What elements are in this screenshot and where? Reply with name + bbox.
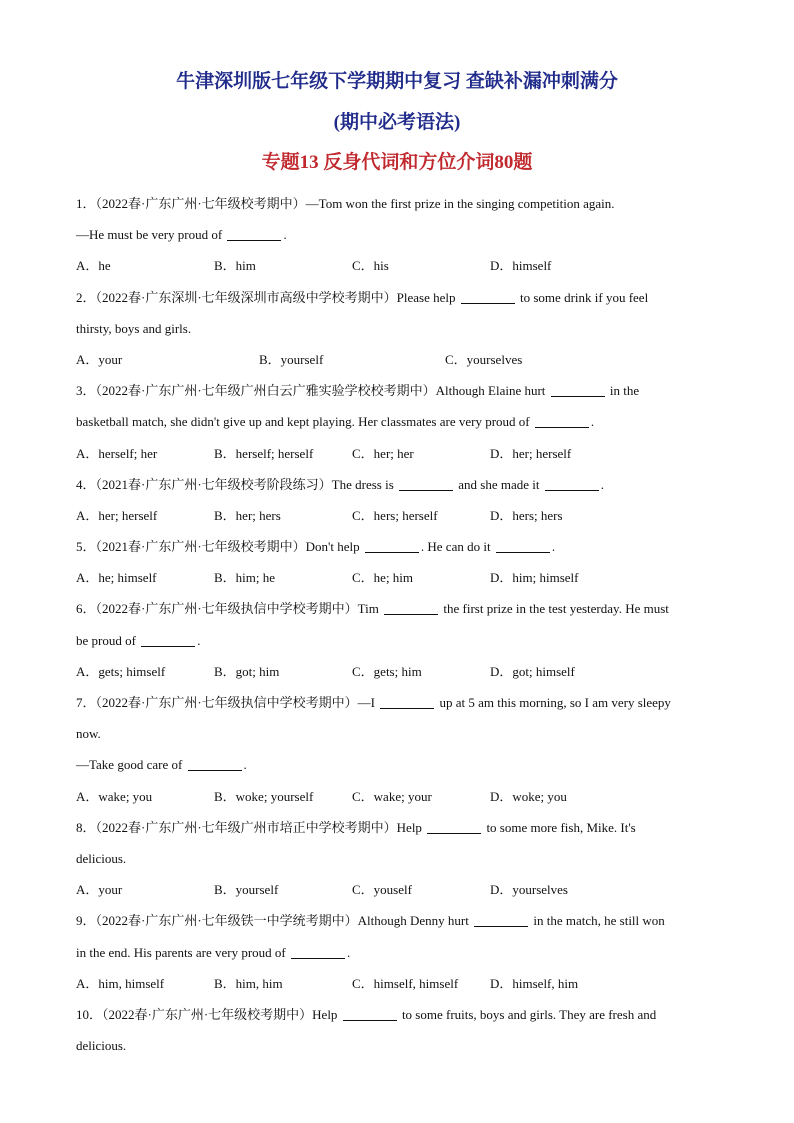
answer-option: B．got; him [214,663,280,679]
question-text-line: 3．（2022春·广东广州·七年级广州白云广雅实验学校校考期中）Although Elaine hurt in the [76,383,640,399]
answer-option: A．herself; her [76,445,158,461]
question-item [76,905,716,999]
question-item [76,469,716,531]
question-item [76,812,716,906]
question-text-line: thirsty, boys and girls. [76,320,192,336]
question-text-line: —He must be very proud of . [76,227,287,243]
options-row [76,250,716,281]
question-item [76,531,716,593]
question-text-line: —Take good care of . [76,757,247,773]
question-item [76,687,716,812]
question-item [76,593,716,687]
topic-heading: 专题13 反身代词和方位介词80题 [261,152,533,173]
answer-option: D．yourselves [490,882,568,898]
question-text-line: 8．（2022春·广东广州·七年级广州市培正中学校考期中）Help to some more fish, Mike. It's [76,819,636,835]
document-title: 牛津深圳版七年级下学期期中复习 查缺补漏冲刺满分 [176,71,618,92]
answer-option: B．woke; yourself [214,788,314,804]
answer-option: A．he; himself [76,570,157,586]
options-row [76,500,716,531]
answer-option: A．he [76,258,111,274]
question-text-line: 6．（2022春·广东广州·七年级执信中学校考期中）Tim the first prize in the test yesterday. He must [76,601,669,617]
answer-blank [427,819,481,834]
question-text-line: 2．（2022春·广东深圳·七年级深圳市高级中学校考期中）Please help to some drink if you feel [76,289,649,305]
answer-blank [496,538,550,553]
answer-blank [461,289,515,304]
question-list [76,188,716,1061]
question-item [76,999,716,1061]
answer-blank [474,912,528,927]
answer-option: B．him [214,258,256,274]
question-item [76,188,716,282]
question-item [76,282,716,376]
options-row [76,656,716,687]
question-text-line: delicious. [76,850,127,866]
answer-option: A．him, himself [76,975,165,991]
answer-option: D．her; herself [490,445,572,461]
answer-blank [343,1006,397,1021]
question-text-line: basketball match, she didn't give up and kept playing. Her classmates are very proud of . [76,414,595,430]
answer-option: C．his [352,258,389,274]
answer-option: C．hers; herself [352,507,438,523]
answer-option: C．her; her [352,445,414,461]
answer-option: D．himself [490,258,552,274]
answer-blank [384,600,438,615]
answer-blank [365,538,419,553]
options-row [76,438,716,469]
answer-option: C．wake; your [352,788,432,804]
answer-blank [141,632,195,647]
answer-blank [535,413,589,428]
question-text-line: now. [76,726,101,742]
answer-option: A．her; herself [76,507,158,523]
answer-option: B．yourself [214,882,279,898]
answer-option: A．gets; himself [76,663,166,679]
answer-blank [380,694,434,709]
options-row [76,781,716,812]
question-text-line: be proud of . [76,632,201,648]
answer-blank [399,476,453,491]
question-text-line: 9．（2022春·广东广州·七年级铁一中学统考期中）Although Denny hurt in the match, he still won [76,913,665,929]
document-subtitle: (期中必考语法) [333,112,461,133]
answer-option: A．your [76,882,123,898]
answer-option: D．himself, him [490,975,579,991]
question-item [76,375,716,469]
question-text-line: in the end. His parents are very proud of . [76,944,351,960]
answer-option: B．him; he [214,570,276,586]
question-text-line: 1．（2022春·广东广州·七年级校考期中）—Tom won the first prize in the singing competition again. [76,196,615,211]
answer-option: D．woke; you [490,788,567,804]
question-text-line: 5．（2021春·广东广州·七年级校考期中）Don't help . He can do it . [76,539,556,555]
answer-option: B．him, him [214,975,283,991]
answer-option: B．her; hers [214,507,281,523]
answer-option: C．yourselves [445,351,523,367]
answer-blank [291,944,345,959]
answer-option: A．wake; you [76,788,153,804]
answer-option: D．hers; hers [490,507,563,523]
answer-option: C．he; him [352,570,414,586]
answer-option: C．youself [352,882,412,898]
options-row [76,874,716,905]
answer-blank [545,476,599,491]
options-row [76,562,716,593]
answer-option: C．himself, himself [352,975,459,991]
answer-option: B．yourself [259,351,324,367]
answer-option: C．gets; him [352,663,422,679]
question-text-line: 7．（2022春·广东广州·七年级执信中学校考期中）—I up at 5 am this morning, so I am very sleepy [76,695,671,710]
options-row [76,344,716,375]
answer-option: D．got; himself [490,663,575,679]
question-text-line: 4．（2021春·广东广州·七年级校考阶段练习）The dress is and she made it . [76,476,604,492]
answer-blank [188,756,242,771]
answer-option: B．herself; herself [214,445,314,461]
answer-blank [551,382,605,397]
answer-option: D．him; himself [490,570,579,586]
question-text-line: 10．（2022春·广东广州·七年级校考期中）Help to some fruits, boys and girls. They are fresh and [76,1006,657,1022]
answer-option: A．your [76,351,123,367]
answer-blank [227,226,281,241]
question-text-line: delicious. [76,1038,127,1054]
options-row [76,968,716,999]
